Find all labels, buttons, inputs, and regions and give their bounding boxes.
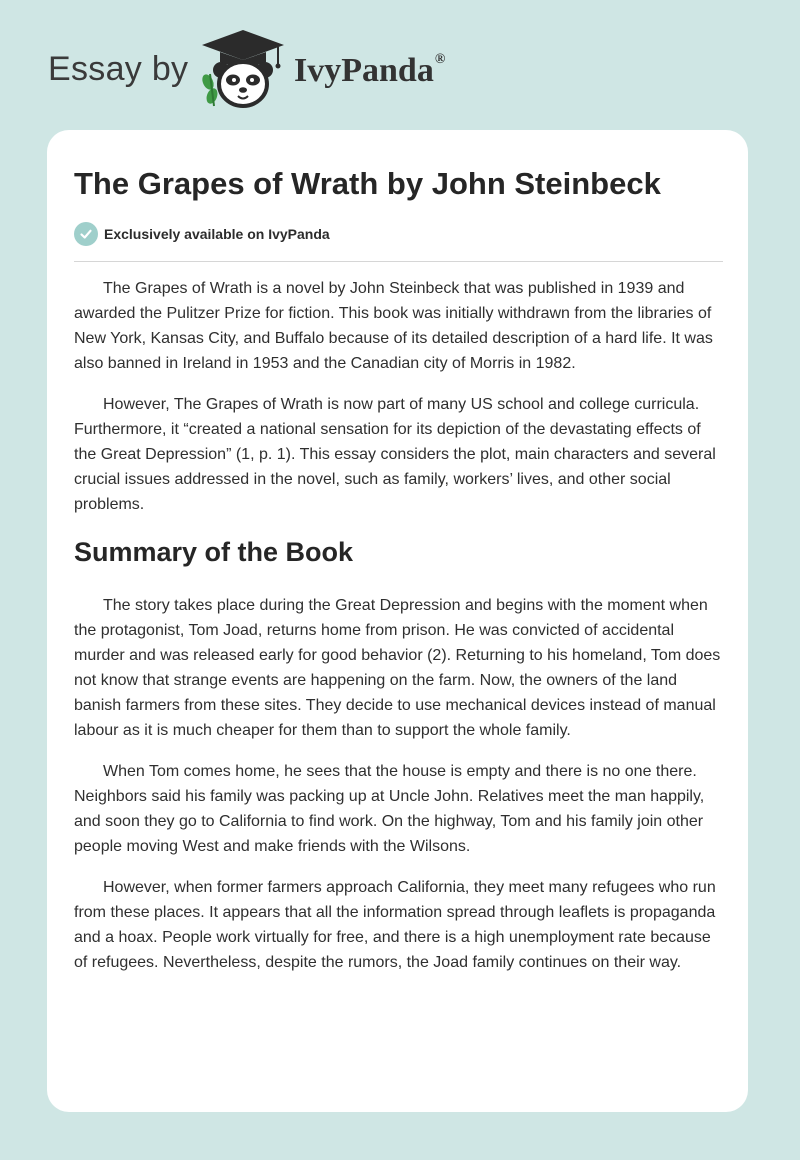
paragraph: However, when former farmers approach California, they meet many refugees who run from these places. It appears that all the information spread through leaflets is propaganda and a hoax. People work virtually for free, and there is a high unemployment rate because of refugees. Nevertheless, despite the rumors, the Joad family continues on their way.: [74, 879, 716, 971]
essay-card: [47, 130, 748, 1112]
check-circle-icon: [74, 222, 98, 246]
paragraph: The Grapes of Wrath is a novel by John Steinbeck that was published in 1939 and awarded the Pulitzer Prize for fiction. This book was initially withdrawn from the libraries of New York, Kansas City, and Buffalo because of its detailed description of a hard life. It was also banned in Ireland in 1953 and the Canadian city of Morris in 1982.: [74, 280, 713, 372]
brand-name-text: IvyPanda: [294, 52, 434, 89]
page-title: The Grapes of Wrath by John Steinbeck: [74, 166, 661, 201]
title-divider: [74, 261, 723, 262]
brand-name[interactable]: [294, 52, 445, 90]
paragraph: When Tom comes home, he sees that the house is empty and there is no one there. Neighbors said his family was packing up at Uncle John. Relatives meet the man happily, and soon they go to California to find work. On the highway, Tom and his family join other people moving West and make friends with the Wilsons.: [74, 763, 705, 855]
site-header: [0, 0, 800, 130]
registered-mark: ®: [434, 51, 446, 67]
essay-body: [74, 276, 726, 991]
section-heading: Summary of the Book: [74, 537, 354, 567]
exclusive-label: Exclusively available on IvyPanda: [104, 226, 330, 242]
essay-by-label: Essay by: [48, 50, 189, 88]
paragraph: The story takes place during the Great Depression and begins with the moment when the protagonist, Tom Joad, returns home from prison. He was convicted of accidental murder and was released early for good behavior (2). Returning to his homeland, Tom does not know that strange events are happening on the farm. Now, the owners of the land banish farmers from these sites. They decide to use mechanical devices instead of manual labour as it is much cheaper for them than to support the whole family.: [74, 597, 721, 739]
exclusive-badge: [74, 222, 330, 246]
panda-graduation-cap-icon[interactable]: [198, 28, 288, 110]
paragraph: However, The Grapes of Wrath is now part of many US school and college curricula. Furthermore, it “created a national sensation for its depiction of the devastating effects of the Great Depression” (1, p. 1). This essay considers the plot, main characters and several crucial issues addressed in the novel, such as family, workers’ lives, and other social problems.: [74, 396, 716, 513]
